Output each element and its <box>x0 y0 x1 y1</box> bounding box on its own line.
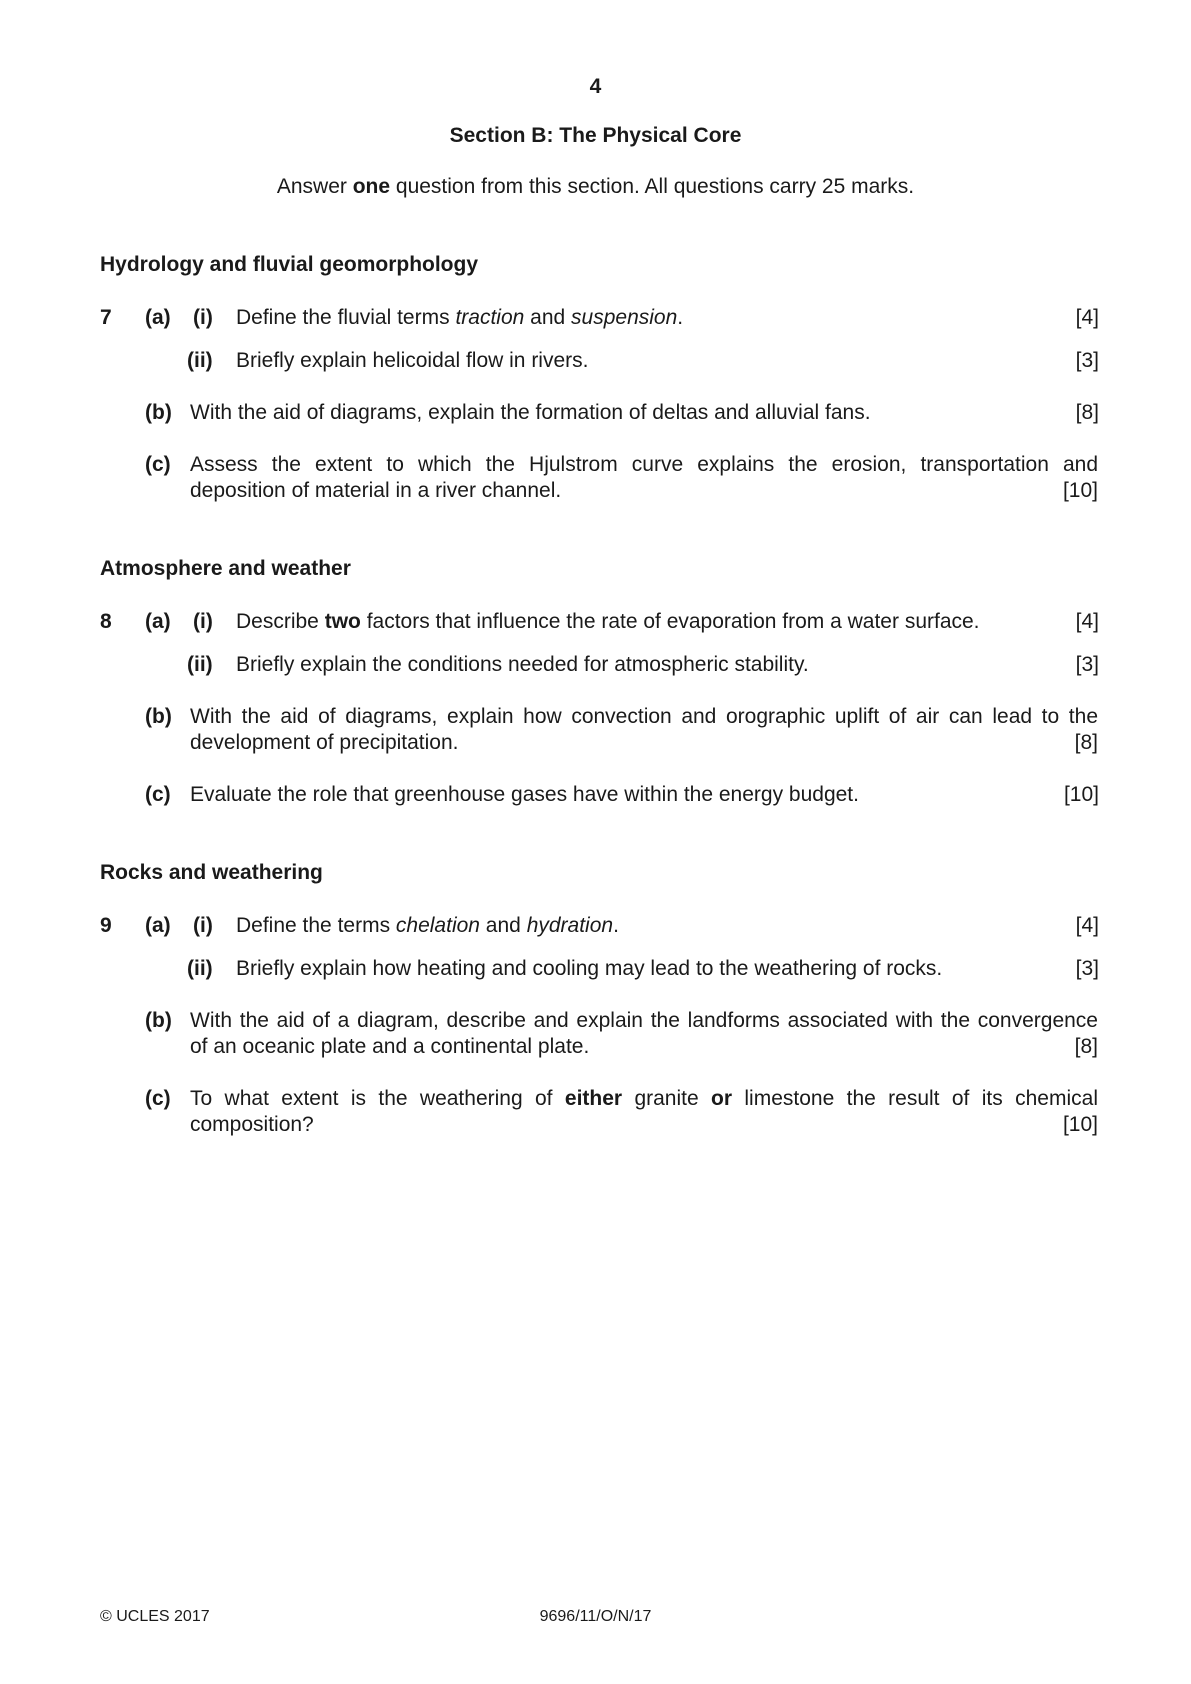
q9-a-i-label: (i) <box>193 914 213 937</box>
q7-c-text: Assess the extent to which the Hjulstrom curve explains the erosion, transportation and deposition of material in a river channel. [10] <box>190 453 1098 502</box>
question-number-8: 8 <box>100 610 112 633</box>
q8-a-ii-marks: [3] <box>1075 653 1099 676</box>
section-instruction: Answer one question from this section. All questions carry 25 marks. <box>276 175 915 198</box>
q8-a-i-label: (i) <box>193 610 213 633</box>
q7-a-i-label: (i) <box>193 306 213 329</box>
q8-part-c-label: (c) <box>145 783 171 806</box>
section-title: Section B: The Physical Core <box>449 124 742 147</box>
q7-part-a-label: (a) <box>145 306 171 329</box>
question-number-9: 9 <box>100 914 112 937</box>
q9-b-marks: [8] <box>1074 1035 1098 1058</box>
q7-b-text: With the aid of diagrams, explain the formation of deltas and alluvial fans. <box>190 401 871 424</box>
q7-b-marks: [8] <box>1075 401 1099 424</box>
q7-part-c-label: (c) <box>145 453 171 476</box>
page-number: 4 <box>589 75 602 98</box>
q7-a-i-marks: [4] <box>1075 306 1099 329</box>
q7-a-i-text: Define the fluvial terms traction and suspension. <box>236 306 684 329</box>
q8-a-i-marks: [4] <box>1075 610 1099 633</box>
footer-paper-code: 9696/11/O/N/17 <box>539 1608 652 1625</box>
q8-a-ii-text: Briefly explain the conditions needed for atmospheric stability. <box>236 653 809 676</box>
q7-a-ii-text: Briefly explain helicoidal flow in rivers. <box>236 349 589 372</box>
q9-a-i-text: Define the terms chelation and hydration. <box>236 914 619 937</box>
q9-part-a-label: (a) <box>145 914 171 937</box>
q7-a-ii-label: (ii) <box>187 349 213 372</box>
q9-c-text: To what extent is the weathering of either granite or limestone the result of its chemical composition? [10] <box>190 1087 1098 1136</box>
q9-a-ii-label: (ii) <box>187 957 213 980</box>
q8-part-b-label: (b) <box>145 705 172 728</box>
footer-copyright: © UCLES 2017 <box>100 1608 210 1625</box>
q9-c-marks: [10] <box>1062 1113 1098 1136</box>
q8-b-marks: [8] <box>1074 731 1098 754</box>
q7-part-b-label: (b) <box>145 401 172 424</box>
q8-b-text: With the aid of diagrams, explain how convection and orographic uplift of air can lead to the development of precipitation. [8] <box>190 705 1098 754</box>
q7-c-marks: [10] <box>1062 479 1098 502</box>
q9-b-text: With the aid of a diagram, describe and explain the landforms associated with the convergence of an oceanic plate and a continental plate. [8] <box>190 1009 1098 1058</box>
topic-heading-atmosphere: Atmosphere and weather <box>100 557 351 580</box>
question-number-7: 7 <box>100 306 112 329</box>
q8-part-a-label: (a) <box>145 610 171 633</box>
q8-a-i-text: Describe two factors that influence the rate of evaporation from a water surface. <box>236 610 980 633</box>
topic-heading-rocks: Rocks and weathering <box>100 861 323 884</box>
q9-part-b-label: (b) <box>145 1009 172 1032</box>
q8-c-marks: [10] <box>1063 783 1099 806</box>
q9-part-c-label: (c) <box>145 1087 171 1110</box>
q9-a-ii-marks: [3] <box>1075 957 1099 980</box>
q9-a-i-marks: [4] <box>1075 914 1099 937</box>
q7-a-ii-marks: [3] <box>1075 349 1099 372</box>
q9-a-ii-text: Briefly explain how heating and cooling may lead to the weathering of rocks. <box>236 957 943 980</box>
q8-c-text: Evaluate the role that greenhouse gases have within the energy budget. <box>190 783 859 806</box>
q8-a-ii-label: (ii) <box>187 653 213 676</box>
topic-heading-hydrology: Hydrology and fluvial geomorphology <box>100 253 479 276</box>
